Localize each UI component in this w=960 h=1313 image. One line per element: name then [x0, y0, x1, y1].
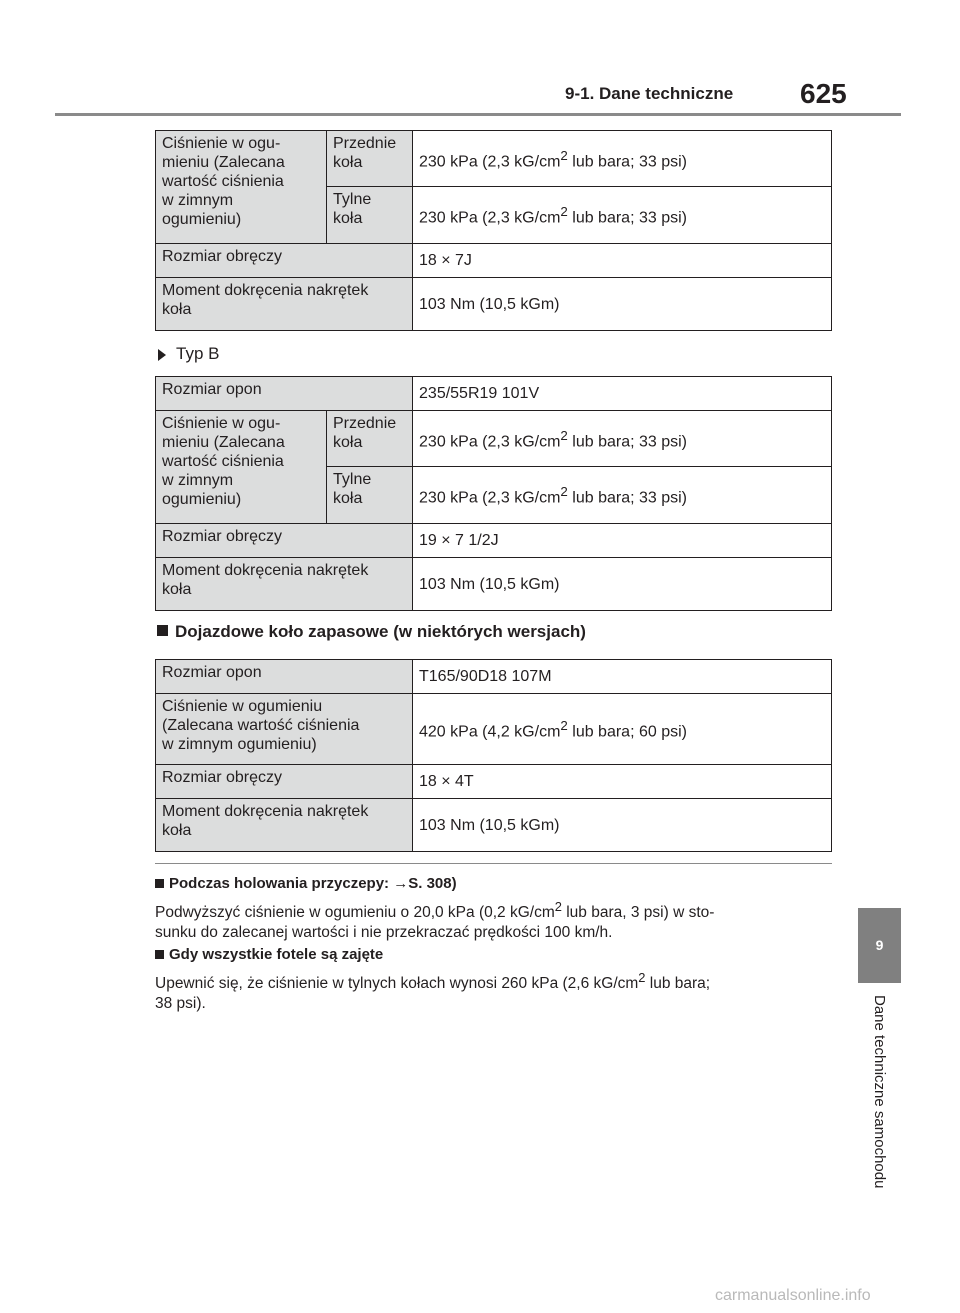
front-pressure-value: 230 kPa (2,3 $kG/cm^2$ lub bara; 33 psi)	[413, 131, 832, 187]
rear-wheels-label: Tylne koła	[327, 187, 413, 244]
rear-pressure-value: 230 kPa (2,3 $kG/cm^2$ lub bara; 33 psi)	[413, 467, 832, 524]
rear-pressure-value: 230 kPa (2,3 $kG/cm^2$ lub bara; 33 psi)	[413, 187, 832, 244]
spare-wheel-heading: Dojazdowe koło zapasowe (w niektórych wersjach)	[157, 622, 586, 642]
torque-label: Moment dokręcenia nakrętek koła	[156, 558, 413, 611]
tire-spec-table-a	[155, 130, 832, 331]
rim-size-label: Rozmiar obręczy	[156, 524, 413, 558]
torque-label: Moment dokręcenia nakrętek koła	[156, 799, 413, 852]
rim-size-label: Rozmiar obręczy	[156, 244, 413, 278]
header-rule	[55, 113, 901, 116]
rim-size-value: 19 × 7 1/2J	[413, 524, 832, 558]
spare-wheel-table	[155, 659, 832, 852]
pressure-label: Ciśnienie w ogumieniu (Zalecana wartość ciśnienia w zimnym ogumieniu)	[156, 694, 413, 765]
square-bullet-icon	[155, 950, 164, 959]
seats-note-text: Upewnić się, że ciśnienie w tylnych kołach wynosi 260 kPa (2,6 $kG/cm^2$ lub bara; 38 psi).	[155, 970, 711, 1013]
square-bullet-icon	[155, 879, 164, 888]
torque-value: 103 Nm (10,5 kGm)	[413, 278, 832, 331]
chapter-title: 9-1. Dane techniczne	[565, 84, 734, 103]
pressure-label: Ciśnienie w ogu- mieniu (Zalecana wartość ciśnienia w zimnym ogumieniu)	[156, 131, 327, 244]
front-wheels-label: Przednie koła	[327, 131, 413, 187]
seats-note-heading: Gdy wszystkie fotele są zajęte	[155, 946, 383, 963]
front-pressure-value: 230 kPa (2,3 $kG/cm^2$ lub bara; 33 psi)	[413, 411, 832, 467]
watermark: carmanualsonline.info	[715, 1287, 871, 1304]
tire-size-label: Rozmiar opon	[156, 660, 413, 694]
chapter-tab[interactable]: 9	[858, 908, 901, 983]
notes-divider	[155, 863, 832, 864]
pressure-label: Ciśnienie w ogu- mieniu (Zalecana wartość ciśnienia w zimnym ogumieniu)	[156, 411, 327, 524]
type-b-heading: Typ B	[158, 344, 219, 364]
tire-size-label: Rozmiar opon	[156, 377, 413, 411]
rim-size-value: 18 × 4T	[413, 765, 832, 799]
chapter-tab-label: Dane techniczne samochodu	[871, 995, 888, 1189]
front-wheels-label: Przednie koła	[327, 411, 413, 467]
towing-note-heading: Podczas holowania przyczepy: →S. 308)	[155, 875, 457, 892]
rear-wheels-label: Tylne koła	[327, 467, 413, 524]
rim-size-label: Rozmiar obręczy	[156, 765, 413, 799]
triangle-bullet-icon	[158, 349, 166, 361]
torque-value: 103 Nm (10,5 kGm)	[413, 558, 832, 611]
tire-size-value: 235/55R19 101V	[413, 377, 832, 411]
torque-label: Moment dokręcenia nakrętek koła	[156, 278, 413, 331]
torque-value: 103 Nm (10,5 kGm)	[413, 799, 832, 852]
towing-note-text: Podwyższyć ciśnienie w ogumieniu o 20,0 kPa (0,2 $kG/cm^2$ lub bara, 3 psi) w sto- sunku do zalecanej wartości i nie przekraczać prędkości 100 km/h.	[155, 899, 715, 942]
tire-size-value: T165/90D18 107M	[413, 660, 832, 694]
square-bullet-icon	[157, 625, 168, 636]
tire-spec-table-b	[155, 376, 832, 611]
page-number: 625	[800, 78, 847, 109]
rim-size-value: 18 × 7J	[413, 244, 832, 278]
pressure-value: 420 kPa (4,2 $kG/cm^2$ lub bara; 60 psi)	[413, 694, 832, 765]
